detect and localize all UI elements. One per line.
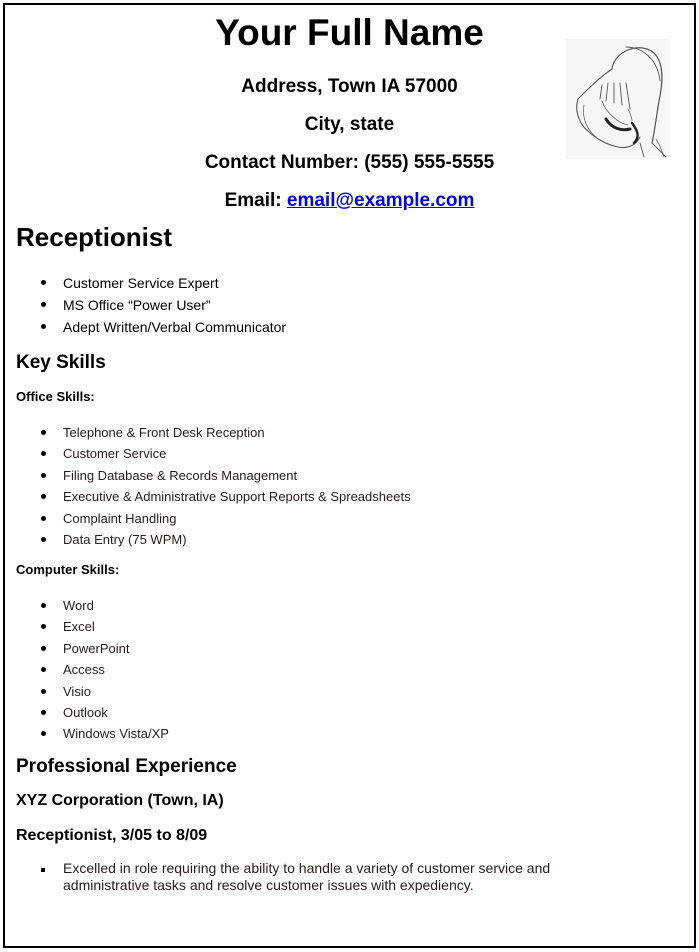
resume-page	[3, 3, 696, 948]
computer-skills-heading: Computer Skills:	[16, 562, 120, 577]
email-line	[5, 189, 694, 213]
office-skill-item: Executive & Administrative Support Reports & Spreadsheets	[5, 486, 411, 507]
experience-item: Excelled in role requiring the ability to handle a variety of customer service and administrative tasks and resolve customer issues with expediency.	[5, 860, 583, 894]
sketch-portrait-icon	[566, 39, 670, 159]
computer-skill-item: Visio	[5, 681, 169, 702]
office-skill-item: Telephone & Front Desk Reception	[5, 422, 411, 443]
computer-skill-item: Access	[5, 659, 169, 680]
full-name: Your Full Name	[215, 12, 484, 53]
address-line: Address, Town IA 57000	[241, 76, 458, 97]
job-title-heading: Receptionist	[16, 222, 173, 252]
email-label: Email:	[224, 190, 287, 211]
computer-skill-item: PowerPoint	[5, 638, 169, 659]
office-skill-item: Filing Database & Records Management	[5, 465, 411, 486]
summary-item: Adept Written/Verbal Communicator	[5, 316, 286, 338]
summary-item: MS Office “Power User”	[5, 294, 286, 316]
key-skills-heading: Key Skills	[16, 352, 106, 373]
summary-item: Customer Service Expert	[5, 272, 286, 294]
email-link[interactable]: email@example.com	[286, 190, 475, 211]
summary-list	[5, 272, 286, 338]
office-skills-heading: Office Skills:	[16, 389, 95, 404]
role-title: Receptionist, 3/05 to 8/09	[16, 827, 208, 844]
experience-heading: Professional Experience	[16, 756, 237, 777]
office-skill-item: Data Entry (75 WPM)	[5, 529, 411, 550]
computer-skill-item: Windows Vista/XP	[5, 723, 169, 744]
company-name: XYZ Corporation (Town, IA)	[16, 792, 224, 809]
contact-line: Contact Number: (555) 555-5555	[204, 152, 495, 173]
computer-skill-item: Word	[5, 595, 169, 616]
office-skill-item: Complaint Handling	[5, 508, 411, 529]
computer-skill-item: Excel	[5, 616, 169, 637]
city-line: City, state	[304, 114, 395, 135]
computer-skill-item: Outlook	[5, 702, 169, 723]
office-skill-item: Customer Service	[5, 443, 411, 464]
computer-skills-list	[5, 595, 169, 745]
office-skills-list	[5, 422, 411, 550]
experience-list	[5, 860, 583, 894]
